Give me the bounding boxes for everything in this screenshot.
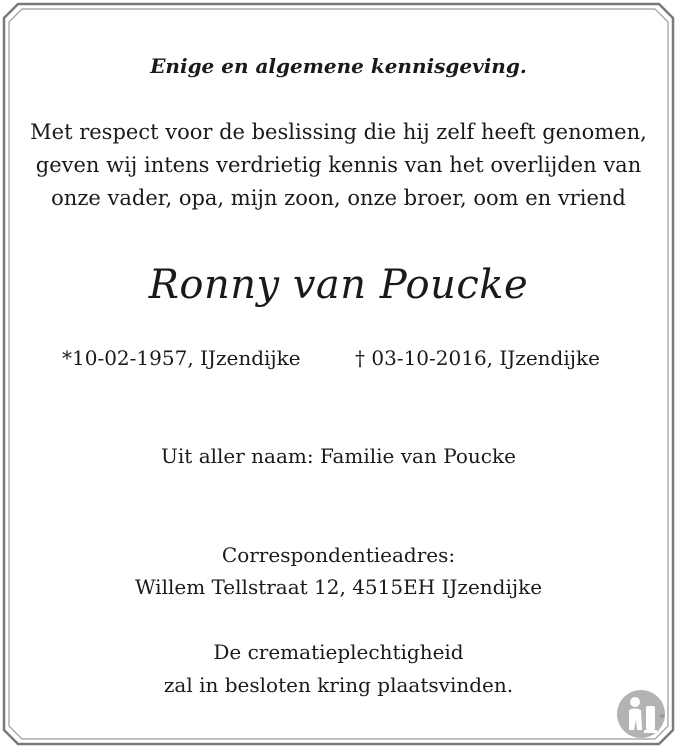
death-date: † 03-10-2016, IJzendijke <box>355 346 600 370</box>
correspondence-address: Willem Tellstraat 12, 4515EH IJzendijke <box>134 575 543 599</box>
intro-line: onze vader, opa, mijn zoon, onze broer, oom en vriend <box>51 186 626 210</box>
birth-date: *10-02-1957, IJzendijke <box>62 346 301 370</box>
notice-heading: Enige en algemene kennisgeving. <box>150 54 527 78</box>
memorial-watermark-icon <box>615 686 671 742</box>
family-signoff: Uit aller naam: Familie van Poucke <box>161 444 516 468</box>
correspondence-label: Correspondentieadres: <box>221 543 456 567</box>
deceased-name: Ronny van Poucke <box>148 262 529 308</box>
intro-line: geven wij intens verdrietig kennis van het overlijden van <box>35 153 642 177</box>
ceremony-line: zal in besloten kring plaatsvinden. <box>163 673 514 697</box>
intro-line: Met respect voor de beslissing die hij zelf heeft genomen, <box>30 120 647 144</box>
ceremony-line: De crematieplechtigheid <box>213 640 464 664</box>
